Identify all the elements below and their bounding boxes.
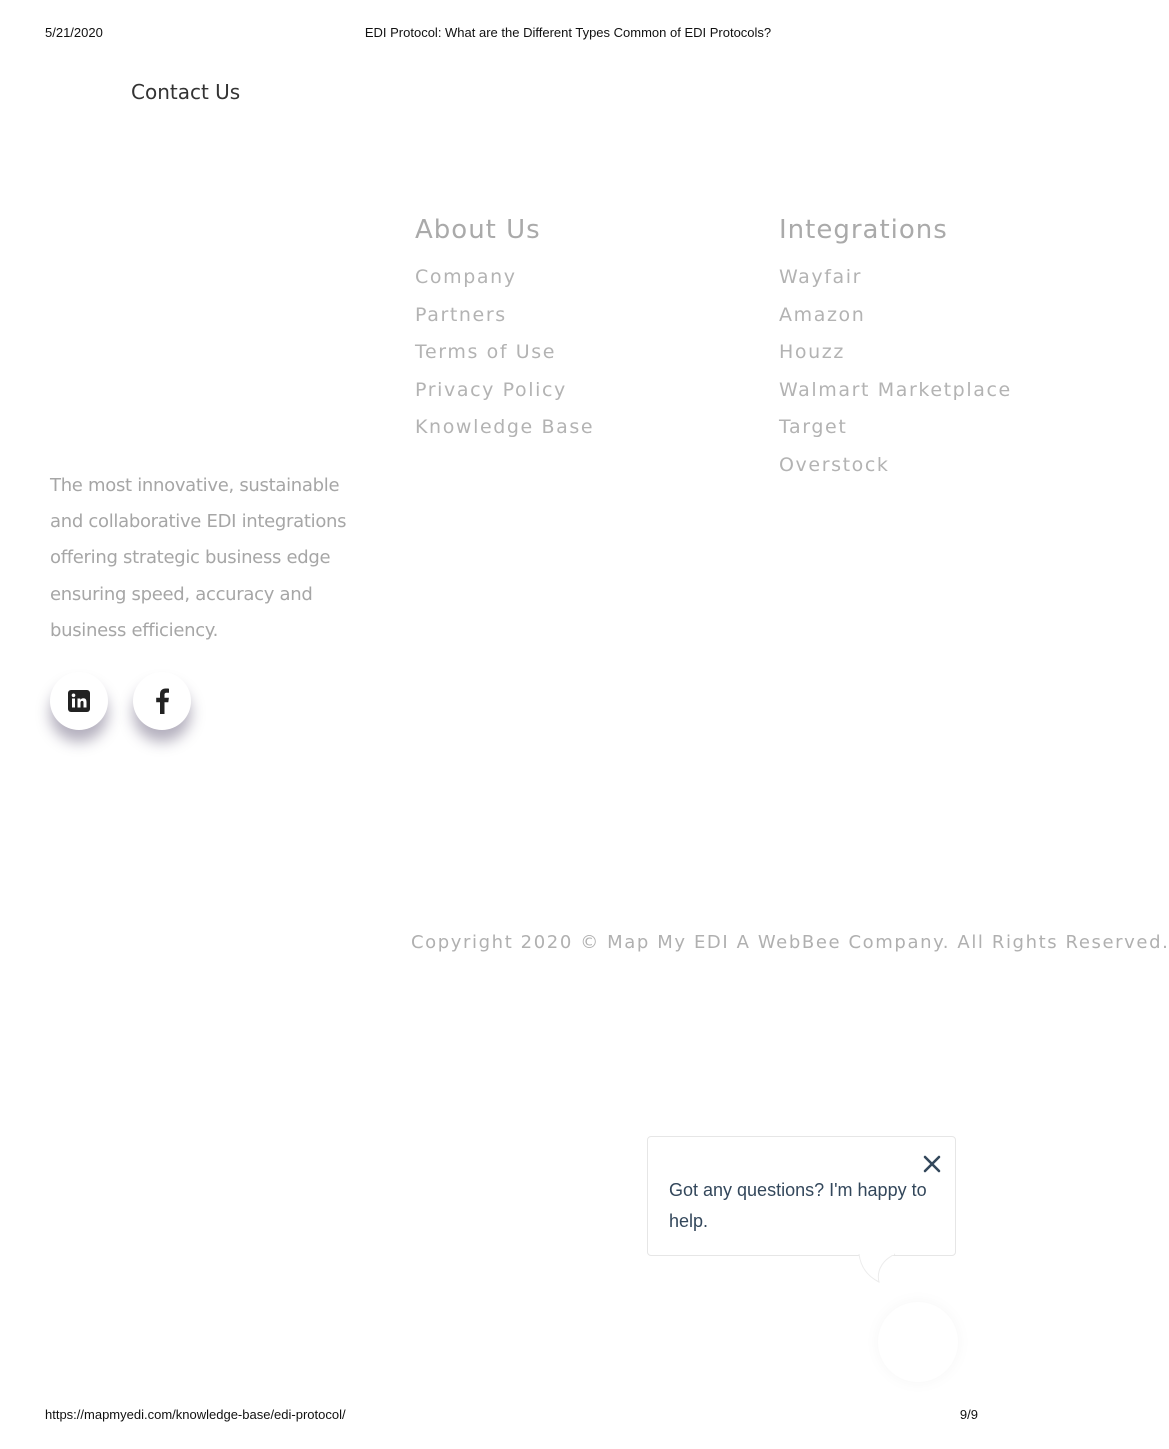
print-date: 5/21/2020 bbox=[45, 25, 103, 40]
print-url: https://mapmyedi.com/knowledge-base/edi-protocol/ bbox=[45, 1407, 346, 1422]
footer-link-knowledge-base[interactable]: Knowledge Base bbox=[415, 416, 595, 438]
print-footer bbox=[0, 1407, 1024, 1425]
close-icon[interactable] bbox=[921, 1153, 943, 1175]
about-heading: About Us bbox=[415, 215, 541, 245]
footer-link-target[interactable]: Target bbox=[779, 416, 848, 438]
integrations-heading: Integrations bbox=[779, 215, 948, 245]
facebook-button[interactable] bbox=[133, 672, 191, 730]
print-page-title: EDI Protocol: What are the Different Types Common of EDI Protocols? bbox=[364, 25, 772, 40]
footer-link-wayfair[interactable]: Wayfair bbox=[779, 266, 863, 288]
chat-prompt-bubble bbox=[647, 1136, 956, 1256]
chat-bubble-tail bbox=[857, 1252, 897, 1284]
linkedin-button[interactable] bbox=[50, 672, 108, 730]
footer-link-partners[interactable]: Partners bbox=[415, 303, 507, 326]
copyright-text: Copyright 2020 © Map My EDI A WebBee Company. All Rights Reserved. bbox=[411, 932, 1169, 953]
footer-link-amazon[interactable]: Amazon bbox=[779, 303, 866, 326]
chat-message: Got any questions? I'm happy to help. bbox=[669, 1180, 927, 1231]
company-tagline: The most innovative, sustainable and collaborative EDI integrations offering strategic business edge ensuring speed, accuracy and business efficiency. bbox=[50, 475, 347, 641]
facebook-icon bbox=[154, 688, 170, 714]
footer-column-integrations bbox=[779, 212, 1012, 489]
print-page-number: 9/9 bbox=[959, 1407, 978, 1422]
footer-link-privacy[interactable]: Privacy Policy bbox=[415, 378, 567, 401]
footer-link-company[interactable]: Company bbox=[415, 266, 517, 288]
footer-link-walmart[interactable]: Walmart Marketplace bbox=[779, 378, 1012, 401]
footer-column-about bbox=[415, 212, 745, 452]
print-header bbox=[0, 25, 1024, 43]
footer-link-overstock[interactable]: Overstock bbox=[779, 453, 890, 476]
footer-link-terms[interactable]: Terms of Use bbox=[415, 341, 557, 363]
contact-us-link[interactable]: Contact Us bbox=[131, 80, 241, 104]
chat-launcher-button[interactable] bbox=[878, 1302, 958, 1382]
footer-link-houzz[interactable]: Houzz bbox=[779, 341, 845, 363]
linkedin-icon bbox=[67, 689, 91, 713]
